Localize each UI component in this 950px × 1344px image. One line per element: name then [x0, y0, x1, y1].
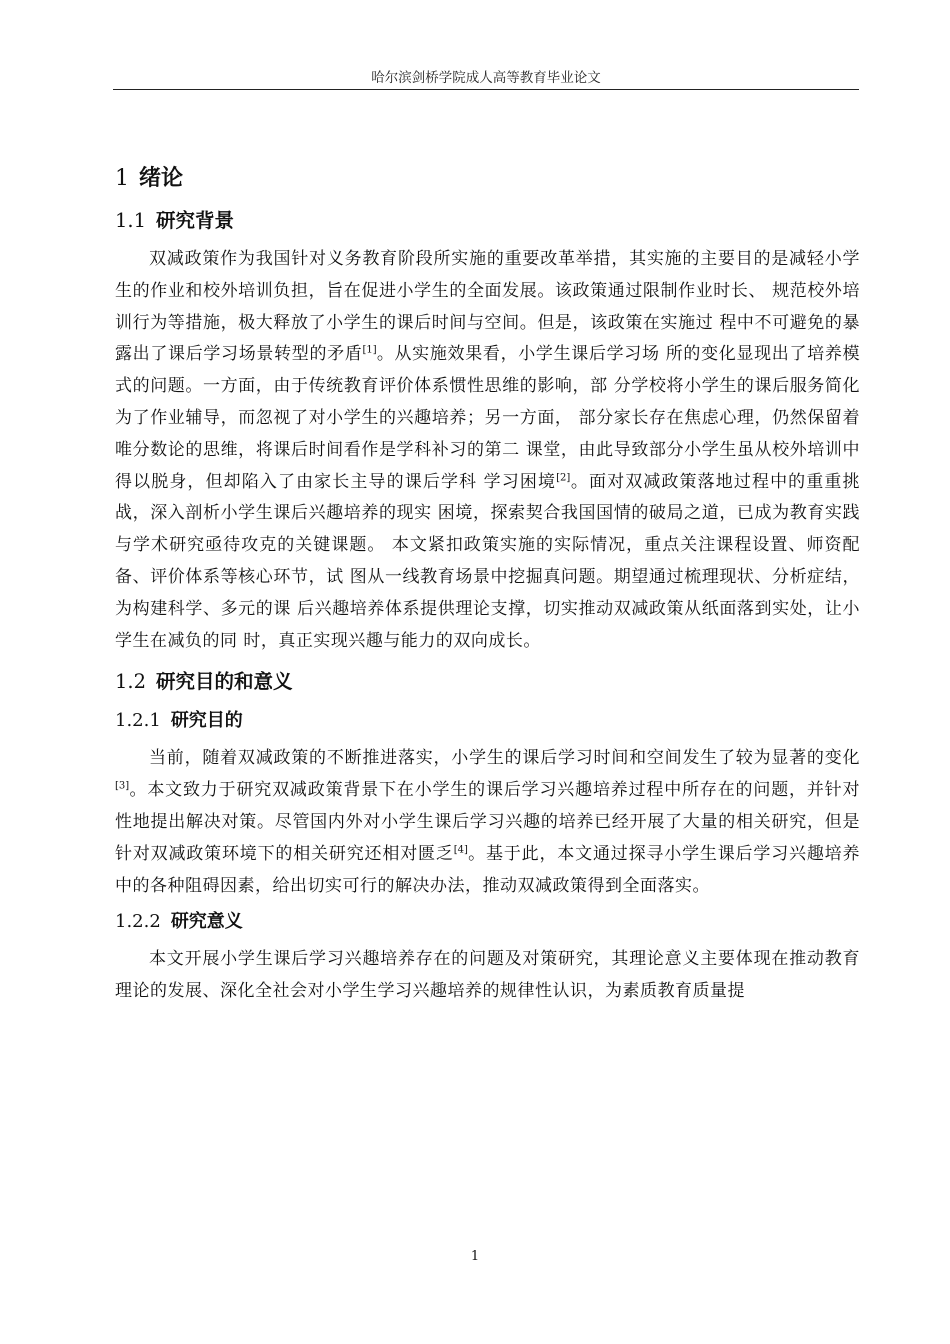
paragraph-significance	[115, 944, 860, 1008]
section-title: 研究背景	[156, 209, 235, 232]
subsection-title: 研究目的	[170, 710, 243, 732]
paragraph-background	[115, 244, 860, 657]
citation-marker: [4]	[453, 844, 468, 856]
subsection-heading-1-2-1	[115, 705, 860, 737]
page-number: 1	[470, 1249, 480, 1264]
subsection-number: 1.2.1	[115, 710, 161, 732]
citation-marker: [3]	[115, 780, 130, 792]
paragraph-text: 当前，随着双减政策的不断推进落实，小学生的课后学习时间和空间发生了较为显著的变化	[149, 748, 860, 769]
section-heading-1-1	[115, 204, 860, 238]
chapter-title: 绪论	[139, 165, 184, 191]
section-number: 1.2	[115, 670, 147, 694]
header-divider	[113, 89, 859, 90]
subsection-number: 1.2.2	[115, 911, 161, 933]
page-body	[115, 160, 860, 1012]
chapter-heading	[115, 160, 860, 196]
chapter-number: 1	[115, 166, 129, 191]
paragraph-text: 。从实施效果看，小学生课后学习场 所的变化显现出了培养模式的问题。一方面，由于传统教育评价体系惯性思维的影响，部 分学校将小学生的课后服务简化为了作业辅导，而忽视了对小学生的兴趣培养；另一方面， 部分家长存在焦虑心理，仍然保留着唯分数论的思维，将课后时间看作是学科补习的第二 课堂，由此导致部分小学生虽从校外培训中得以脱身，但却陷入了由家长主导的课后学科 学习困境	[115, 344, 861, 492]
subsection-heading-1-2-2	[115, 906, 860, 938]
paragraph-text: 。本文致力于研究双减政策背景下在小学生的课后学习兴趣培养过程中所存在的问题，并针对性地提出解决对策。尽管国内外对小学生课后学习兴趣的培养已经开展了大量的相关研究，但是针对双减政策环境下的相关研究还相对匮乏	[115, 780, 860, 864]
section-title: 研究目的和意义	[156, 670, 293, 694]
paragraph-text: 。基于此，本文通过探寻小学生课后学习兴趣培养中的各种阻碍因素，给出切实可行的解决办法，推动双减政策得到全面落实。	[115, 843, 861, 896]
running-header: 哈尔滨剑桥学院成人高等教育毕业论文	[371, 70, 601, 86]
citation-marker: [2]	[556, 471, 571, 483]
paragraph-purpose	[115, 743, 860, 902]
section-heading-1-2	[115, 665, 860, 699]
section-number: 1.1	[115, 209, 147, 232]
citation-marker: [1]	[362, 344, 377, 356]
paragraph-text: 本文开展小学生课后学习兴趣培养存在的问题及对策研究，其理论意义主要体现在推动教育理论的发展、深化全社会对小学生学习兴趣培养的规律性认识，为素质教育质量提	[115, 949, 860, 1002]
paragraph-text: 双减政策作为我国针对义务教育阶段所实施的重要改革举措，其实施的主要目的是减轻小学生的作业和校外培训负担，旨在促进小学生的全面发展。该政策通过限制作业时长、 规范校外培训行为等措施，极大释放了小学生的课后时间与空间。但是，该政策在实施过 程中不可避免的暴露出了课后学习场景转型的矛盾	[115, 249, 860, 365]
subsection-title: 研究意义	[170, 911, 243, 933]
paragraph-text: 。面对双减政策落地过程中的重重挑战，深入剖析小学生课后兴趣培养的现实 困境，探索契合我国国情的破局之道，已成为教育实践与学术研究亟待攻克的关键课题。 本文紧扣政策实施的实际情况，重点关注课程设置、师资配备、评价体系等核心环节，试 图从一线教育场景中挖掘真问题。期望通过梳理现状、分析症结，为构建科学、多元的课 后兴趣培养体系提供理论支撑，切实推动双减政策从纸面落到实处，让小学生在减负的同 时，真正实现兴趣与能力的双向成长。	[115, 471, 861, 651]
